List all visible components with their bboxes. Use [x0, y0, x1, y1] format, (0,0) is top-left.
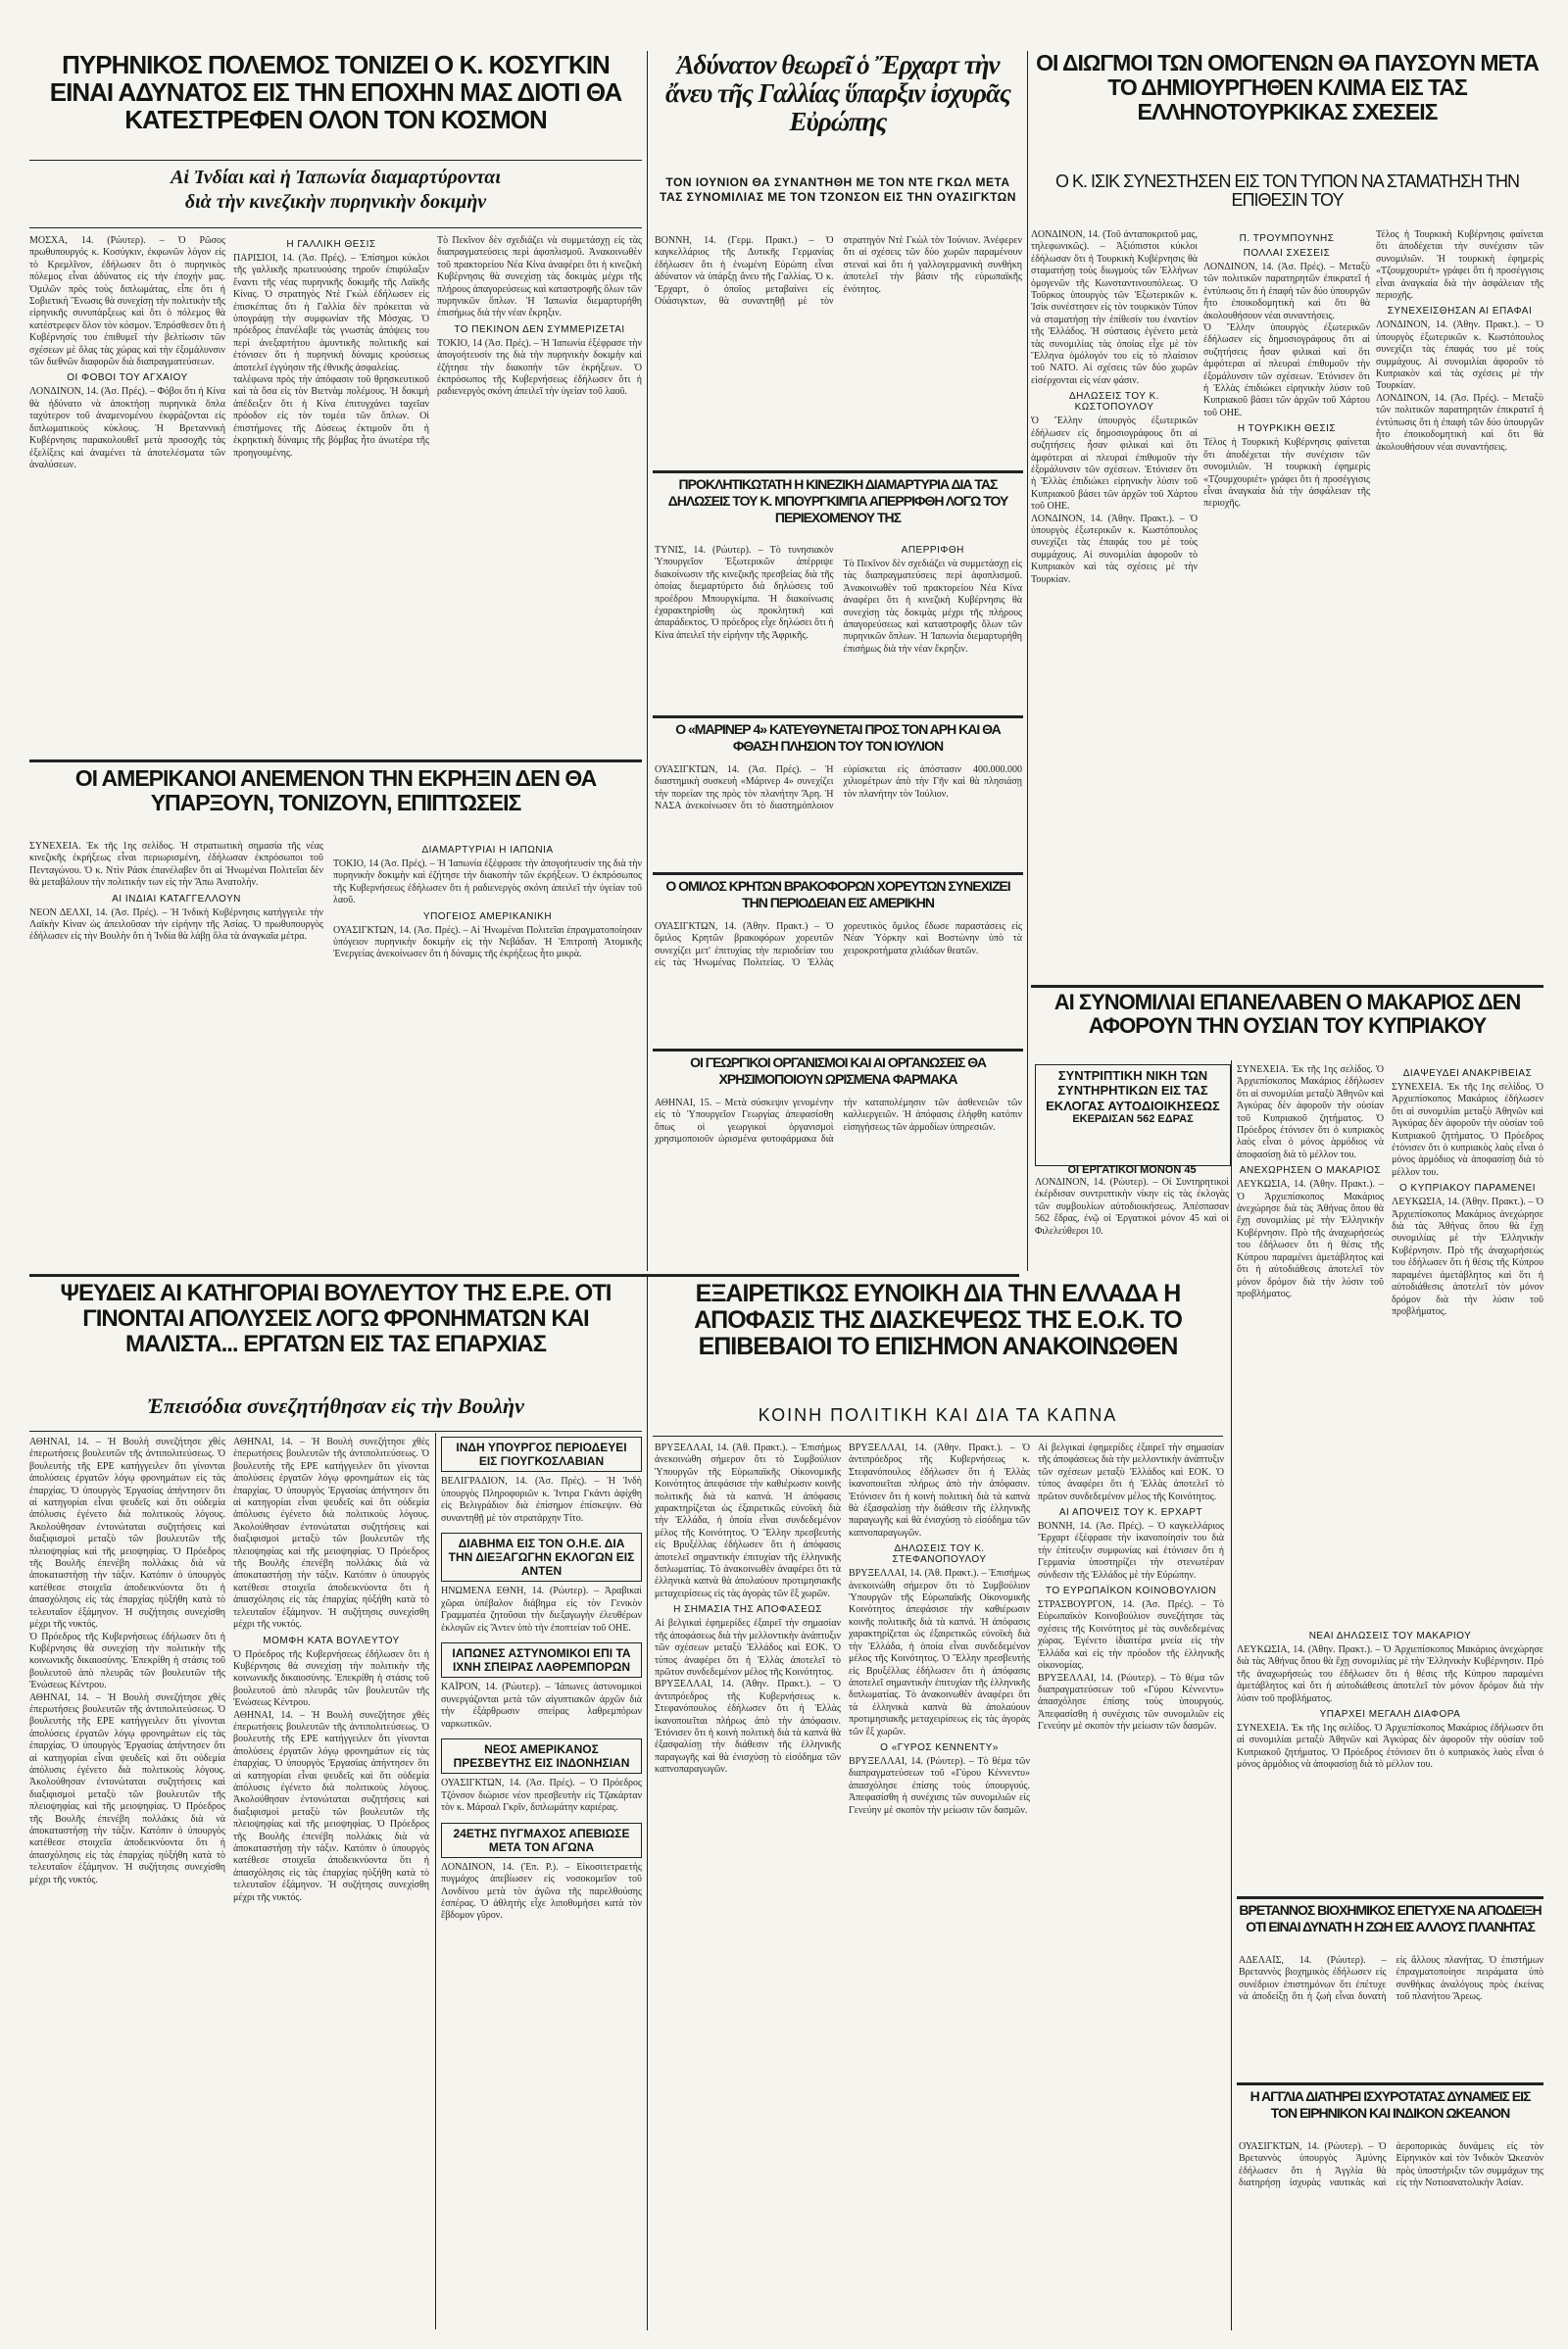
- section-heading: ΔΗΛΩΣΕΙΣ ΤΟΥ Κ. ΣΤΕΦΑΝΟΠΟΥΛΟΥ: [892, 1543, 987, 1566]
- cretan-article: [655, 921, 1022, 1044]
- section-heading: Η ΓΑΛΛΙΚΗ ΘΕΣΙΣ: [286, 239, 376, 250]
- rule: [29, 160, 642, 161]
- biochemist-headline: ΒΡΕΤΑΝΝΟΣ ΒΙΟΧΗΜΙΚΟΣ ΕΠΕΤΥΧΕ ΝΑ ΑΠΟΔΕΙΞΗ ΟΤΙ ΕΙΝΑΙ ΔΥΝΑΤΗ Η ΖΩΗ ΕΙΣ ΑΛΛΟΥΣ ΠΛΑΝΗΤΑΣ: [1239, 1902, 1542, 1935]
- cretan-headline: Ο ΟΜΙΛΟΣ ΚΡΗΤΩΝ ΒΡΑΚΟΦΟΡΩΝ ΧΟΡΕΥΤΩΝ ΣΥΝΕΧΙΖΕΙ ΤΗΝ ΠΕΡΙΟΔΕΙΑΝ ΕΙΣ ΑΜΕΡΙΚΗΝ: [665, 878, 1010, 910]
- article-text: ΛΟΝΔΙΝΟΝ, 14. (Ἐπ. Ρ.). – Εἰκοσιτετραετὴς πυγμάχος ἀπεβίωσεν εἰς νοσοκομεῖον τοῦ Λονδίνου μετὰ τὸν ἀγῶνα τῆς παρελθούσης ἑσπέρας. Ὁ ἀθλητὴς εἶχε λιποθυμήσει κατὰ τὸν ἕβδομον γῦρον.: [441, 1861, 642, 1922]
- agri-headline: ΟΙ ΓΕΩΡΓΙΚΟΙ ΟΡΓΑΝΙΣΜΟΙ ΚΑΙ ΑΙ ΟΡΓΑΝΩΣΕΙΣ ΘΑ ΧΡΗΣΙΜΟΠΟΙΟΥΝ ΩΡΙΣΜΕΝΑ ΦΑΡΜΑΚΑ: [690, 1054, 986, 1087]
- article-text: ΛΟΝΔΙΝΟΝ, 14. (Ἀσ. Πρές). – Μεταξὺ τῶν πολιτικῶν παρατηρητῶν ἐπικρατεῖ ἡ ἐντύπωσις ὅτι ἡ ἐπαφὴ τῶν δύο ὑπουργῶν ἦτο ἐποικοδομητικὴ καὶ ὅτι θὰ ἀκολουθήσουν νέαι συναντήσεις.: [1376, 392, 1544, 453]
- eok-headline-block: [653, 1281, 1223, 1400]
- article-text: Ὁ Πρόεδρος τῆς Κυβερνήσεως ἐδήλωσεν ὅτι ἡ Κυβέρνησις θὰ συνεχίσῃ τὴν πολιτικὴν τῆς κοινωνικῆς δικαιοσύνης. Ἐπεκρίθη ἡ στάσις τοῦ βουλευτοῦ ἀπὸ πλευρᾶς τῶν βουλευτῶν τῆς Ἑνώσεως Κέντρου.: [29, 1631, 225, 1691]
- article-text: ΣΥΝΕΧΕΙΑ. Ἐκ τῆς 1ης σελίδος. Ὁ Ἀρχιεπίσκοπος Μακάριος ἐδήλωσεν ὅτι αἱ συνομιλίαι μεταξὺ Ἀθηνῶν καὶ Ἀγκύρας δὲν ἀφοροῦν τὴν οὐσίαν τοῦ Κυπριακοῦ ζητήματος. Ὁ Πρόεδρος ἐτόνισεν ὅτι ὁ κυπριακὸς λαὸς εἶναι ὁ μόνος ἁρμόδιος νὰ ἀποφασίσῃ διὰ τὸ μέλλον του.: [1392, 1082, 1544, 1178]
- section-heading: ΠΟΛΛΑΙ ΣΧΕΣΕΙΣ: [1243, 248, 1331, 259]
- kosygin-headline: ΠΥΡΗΝΙΚΟΣ ΠΟΛΕΜΟΣ ΤΟΝΙΖΕΙ Ο Κ. ΚΟΣΥΓΚΙΝ ΕΙΝΑΙ ΑΔΥΝΑΤΟΣ ΕΙΣ ΤΗΝ ΕΠΟΧΗΝ ΜΑΣ ΔΙΟΤΙ ΘΑ ΚΑΤΕΣΤΡΕΦΕΝ ΟΛΟΝ ΤΟΝ ΚΟΣΜΟΝ: [49, 51, 622, 135]
- kosygin-article-col-b: [233, 235, 429, 755]
- article-text: ΤΟΚΙΟ, 14 (Ἀσ. Πρές). – Ἡ Ἰαπωνία ἐξέφρασε τὴν ἀπογοήτευσίν της διὰ τὴν πυρηνικὴν δοκιμὴν καὶ ἐζήτησε τὴν διακοπὴν τῶν ἐκρήξεων. Ὁ ἐκπρόσωπος τῆς Κυβερνήσεως ἐδήλωσεν ὅτι ἡ ραδιενεργὸς σκόνη ἀπειλεῖ τὴν ὑγείαν τοῦ λαοῦ.: [437, 337, 642, 398]
- un-aden-box: [441, 1533, 642, 1582]
- makarios-article-a: [1237, 1064, 1384, 1623]
- japanese-police-box: [441, 1642, 642, 1678]
- rule: [29, 1431, 642, 1432]
- cretan-headline-block: [653, 878, 1023, 917]
- ere-headline: ΨΕΥΔΕΙΣ ΑΙ ΚΑΤΗΓΟΡΙΑΙ ΒΟΥΛΕΥΤΟΥ ΤΗΣ Ε.Ρ.Ε. ΟΤΙ ΓΙΝΟΝΤΑΙ ΑΠΟΛΥΣΕΙΣ ΛΟΓΩ ΦΡΟΝΗΜΑΤΩΝ ΚΑΙ ΜΑΛΙΣΤΑ... ΕΡΓΑΤΩΝ ΕΙΣ ΤΑΣ ΕΠΑΡΧΙΑΣ: [60, 1281, 612, 1357]
- article-text: ΛΕΥΚΩΣΙΑ, 14. (Ἀθην. Πρακτ.). – Ὁ Ἀρχιεπίσκοπος Μακάριος ἀνεχώρησε διὰ τὰς Ἀθήνας ὅπου θὰ ἔχῃ συνομιλίας μὲ τὴν Ἑλληνικὴν Κυβέρνησιν. Πρὸ τῆς ἀναχωρήσεώς του ἐδήλωσεν ὅτι ἡ θέσις τῆς Κύπρου παραμένει ἀμετάβλητος καὶ ὅτι ἡ αὐτοδιάθεσις ἀποτελεῖ τὸν μόνον δρόμον διὰ τὴν λύσιν τοῦ προβλήματος.: [1392, 1197, 1544, 1317]
- erhard-article: [655, 235, 1022, 465]
- ere-subhead: Ἐπεισόδια συνεζητήθησαν εἰς τὴν Βουλὴν: [147, 1394, 524, 1418]
- americans-article-b: [333, 841, 642, 1272]
- article-text: Τὸ Πεκῖνον δὲν σχεδιάζει νὰ συμμετάσχῃ εἰς τὰς διαπραγματεύσεις περὶ ἀφοπλισμοῦ. Ἀνακοινωθὲν τοῦ πρακτορείου Νέα Κίνα ἀναφέρει ὅτι ἡ κινεζικὴ Κυβέρνησις θὰ συνεχίσῃ τὰς δοκιμὰς μέχρι τῆς πλήρους ἀπαγορεύσεως καὶ καταστροφῆς ὅλων τῶν πυρηνικῶν ὅπλων. Ἡ Ἰαπωνία διεμαρτυρήθη ἐπισήμως διὰ τὴν νέαν ἔκρηξιν.: [437, 235, 642, 319]
- byline: Π. ΤΡΟΥΜΠΟΥΝΗΣ: [1239, 233, 1335, 244]
- article-text: ΛΕΥΚΩΣΙΑ, 14. (Ἀθην. Πρακτ.). – Ὁ Ἀρχιεπίσκοπος Μακάριος ἀνεχώρησε διὰ τὰς Ἀθήνας ὅπου θὰ ἔχῃ συνομιλίας μὲ τὴν Ἑλληνικὴν Κυβέρνησιν. Πρὸ τῆς ἀναχωρήσεώς του ἐδήλωσεν ὅτι ἡ θέσις τῆς Κύπρου παραμένει ἀμετάβλητος καὶ ὅτι ἡ αὐτοδιάθεσις ἀποτελεῖ τὸν μόνον δρόμον διὰ τὴν λύσιν τοῦ προβλήματος.: [1237, 1644, 1544, 1704]
- rule: [1237, 1896, 1544, 1899]
- rule: [653, 1436, 1223, 1437]
- erhard-headline-block: [653, 51, 1023, 169]
- article-text: Τέλος ἡ Τουρκικὴ Κυβέρνησις φαίνεται ὅτι ἀποδέχεται τὴν συνέχισιν τῶν συνομιλιῶν. Ἡ τουρκικὴ ἐφημερὶς «Τζουμχουριέτ» γράφει ὅτι ἡ προσέγγισις εἶναι ἀναγκαία διὰ τὴν ἀσφάλειαν τῆς περιοχῆς.: [1376, 229, 1544, 302]
- indian-minister-box: [441, 1437, 642, 1472]
- article-text: ΟΥΑΣΙΓΚΤΩΝ, 14. (Ἀθην. Πρακτ.) – Ὁ ὅμιλος Κρητῶν βρακοφόρων χορευτῶν συνεχίζει μετ' ἐπιτυχίας τὴν περιοδείαν του εἰς τὰς Ἡνωμένας Πολιτείας. Ὁ Ἑλλὰς χορευτικὸς ὅμιλος ἔδωσε παραστάσεις εἰς Νέαν Ὑόρκην καὶ Βοστώνην ὑπὸ τὰ χειροκροτήματα χιλιάδων θεατῶν.: [655, 921, 1022, 969]
- column-rule: [435, 1433, 436, 2329]
- kosygin-headline-block: [29, 51, 642, 159]
- rule: [1237, 2082, 1544, 2085]
- erhard-headline: Ἀδύνατον θεωρεῖ ὁ Ἔρχαρτ τὴν ἄνευ τῆς Γαλλίας ὕπαρξιν ἰσχυρᾶς Εὐρώπης: [665, 51, 1010, 137]
- section-heading: ΔΙΑΜΑΡΤΥΡΙΑΙ Η ΙΑΠΩΝΙΑ: [421, 845, 554, 856]
- omogeneis-headline: ΟΙ ΔΙΩΓΜΟΙ ΤΩΝ ΟΜΟΓΕΝΩΝ ΘΑ ΠΑΥΣΟΥΝ ΜΕΤΑ ΤΟ ΔΗΜΙΟΥΡΓΗΘΕΝ ΚΛΙΜΑ ΕΙΣ ΤΑΣ ΕΛΛΗΝΟΤΟΥΡΚΙΚΑΣ ΣΧΕΣΕΙΣ: [1036, 51, 1539, 124]
- article-text: ΣΥΝΕΧΕΙΑ. Ἐκ τῆς 1ης σελίδος. Ὁ Ἀρχιεπίσκοπος Μακάριος ἐδήλωσεν ὅτι αἱ συνομιλίαι μεταξὺ Ἀθηνῶν καὶ Ἀγκύρας δὲν ἀφοροῦν τὴν οὐσίαν τοῦ Κυπριακοῦ ζητήματος. Ὁ Πρόεδρος ἐτόνισεν ὅτι ὁ κυπριακὸς λαὸς εἶναι ὁ μόνος ἁρμόδιος νὰ ἀποφασίσῃ διὰ τὸ μέλλον του.: [1237, 1723, 1544, 1771]
- article-text: ΒΡΥΞΕΛΛΑΙ, 14. (Ἀθ. Πρακτ.). – Ἐπισήμως ἀνεκοινώθη σήμερον ὅτι τὸ Συμβούλιον Ὑπουργῶν τῆς Εὐρωπαϊκῆς Οἰκονομικῆς Κοινότητος ἀπεφάσισε τὴν καθιέρωσιν κοινῆς πολιτικῆς διὰ τὰ καπνά. Ἡ ἀπόφασις χαρακτηρίζεται ὡς ἐξαιρετικῶς εὐνοϊκὴ διὰ τὴν Ἑλλάδα, ἡ ὁποία εἶναι συνδεδεμένον μέλος τῆς Κοινότητος. Ὁ Ἕλλην πρεσβευτὴς εἰς Βρυξέλλας ἐδήλωσεν ὅτι ἡ ἀπόφασις ἀποτελεῖ σημαντικὴν ἐπιτυχίαν τῆς ἑλληνικῆς διπλωματίας. Τὸ ἀνακοινωθὲν ἀναφέρει ὅτι τὰ ἑλληνικὰ καπνὰ θὰ ἀπολαύουν προτιμησιακῆς μεταχειρίσεως εἰς τὰς ἀγορὰς τῶν ἓξ χωρῶν.: [655, 1443, 841, 1599]
- article-text: ΣΥΝΕΧΕΙΑ. Ἐκ τῆς 1ης σελίδος. Ἡ στρατιωτικὴ σημασία τῆς νέας κινεζικῆς ἐκρήξεως εἶναι περιωρισμένη, ἐδήλωσαν ἐκπρόσωποι τοῦ Πενταγώνου. Ὁ κ. Ντὶν Ράσκ ἐπανέλαβεν ὅτι αἱ Ἡνωμέναι Πολιτεῖαι δὲν θὰ μεταβάλουν τὴν πολιτικήν των εἰς τὴν Ἄπω Ἀνατολήν.: [29, 841, 323, 889]
- article-text: Αἱ βελγικαὶ ἐφημερίδες ἐξαιρεῖ τὴν σημασίαν τῆς ἀποφάσεως διὰ τὴν μελλοντικὴν ἀνάπτυξιν τῶν σχέσεων μεταξὺ Ἑλλάδος καὶ ΕΟΚ. Ὁ τύπος ἀναφέρει ὅτι ἡ Ἑλλὰς ἀποτελεῖ τὸ πρῶτον συνδεδεμένον μέλος τῆς Κοινότητος.: [655, 1618, 841, 1678]
- article-text: ΝΕΟΝ ΔΕΛΧΙ, 14. (Ἀσ. Πρές). – Ἡ Ἰνδικὴ Κυβέρνησις κατήγγειλε τὴν Λαϊκὴν Κίναν ὡς ἀπειλοῦσαν τὴν εἰρήνην τῆς Ἀσίας. Ὁ πρωθυπουργὸς ἐδήλωσεν εἰς τὴν Βουλὴν ὅτι ἡ Ἰνδία θὰ λάβῃ ὅλα τὰ ἀναγκαῖα μέτρα.: [29, 906, 323, 943]
- article-text: ΒΡΥΞΕΛΛΑΙ, 14. (Ἀθην. Πρακτ.). – Ὁ ἀντιπρόεδρος τῆς Κυβερνήσεως κ. Στεφανόπουλος ἐδήλωσεν ὅτι ἡ Ἑλλὰς ἱκανοποιεῖται πλήρως ἀπὸ τὴν ἀπόφασιν. Ἐτόνισεν ὅτι ἡ κοινὴ πολιτικὴ διὰ τὰ καπνὰ θὰ ἐξασφαλίσῃ τὴν διάθεσιν τῆς ἑλληνικῆς παραγωγῆς καὶ θὰ ἐνισχύσῃ τὸ εἰσόδημα τῶν καπνοπαραγωγῶν.: [655, 1679, 841, 1776]
- article-text: Ὁ Ἕλλην ὑπουργὸς ἐξωτερικῶν ἐδήλωσεν εἰς δημοσιογράφους ὅτι αἱ συζητήσεις ἦσαν φιλικαὶ καὶ ὅτι ἀμφότεραι αἱ πλευραὶ ἐπιθυμοῦν τὴν ἐξομάλυνσιν τῶν σχέσεων. Ἐτόνισεν ὅτι ἡ Ἑλλὰς ἐπιδιώκει εἰρηνικὴν λύσιν τοῦ Κυπριακοῦ βάσει τῶν ἀρχῶν τοῦ Χάρτου τοῦ ΟΗΕ.: [1031, 416, 1198, 513]
- ere-headline-block: [29, 1281, 642, 1391]
- article-text: ΟΥΑΣΙΓΚΤΩΝ, 14. (Ρώυτερ). – Ὁ Βρεταννὸς ὑπουργὸς Ἀμύνης ἐδήλωσεν ὅτι ἡ Ἀγγλία θὰ διατηρήσῃ ἰσχυρὰς ναυτικὰς καὶ ἀεροπορικὰς δυνάμεις εἰς τὸν Εἰρηνικὸν καὶ τὸν Ἰνδικὸν Ὠκεανὸν πρὸς ὑποστήριξιν τῶν συμμάχων της εἰς τὴν Νοτιοανατολικὴν Ἀσίαν.: [1239, 2141, 1544, 2189]
- americans-headline: ΟΙ ΑΜΕΡΙΚΑΝΟΙ ΑΝΕΜΕΝΟΝ ΤΗΝ ΕΚΡΗΞΙΝ ΔΕΝ ΘΑ ΥΠΑΡΞΟΥΝ, ΤΟΝΙΖΟΥΝ, ΕΠΙΠΤΩΣΕΙΣ: [74, 766, 597, 815]
- section-heading: ΔΗΛΩΣΕΙΣ ΤΟΥ Κ. ΚΩΣΤΟΠΟΥΛΟΥ: [1068, 391, 1160, 414]
- ambassador-headline: ΝΕΟΣ ΑΜΕΡΙΚΑΝΟΣ ΠΡΕΣΒΕΥΤΗΣ ΕΙΣ ΙΝΔΟΝΗΣΙΑΝ: [453, 1741, 630, 1771]
- article-text: Τέλος ἡ Τουρκικὴ Κυβέρνησις φαίνεται ὅτι ἀποδέχεται τὴν συνέχισιν τῶν συνομιλιῶν. Ἡ τουρκικὴ ἐφημερὶς «Τζουμχουριέτ» γράφει ὅτι ἡ προσέγγισις εἶναι ἀναγκαία διὰ τὴν ἀσφάλειαν τῆς περιοχῆς.: [1203, 437, 1370, 510]
- boxer-headline: 24ΕΤΗΣ ΠΥΓΜΑΧΟΣ ΑΠΕΒΙΩΣΕ ΜΕΤΑ ΤΟΝ ΑΓΩΝΑ: [453, 1826, 630, 1854]
- ere-subhead-block: [29, 1392, 642, 1427]
- article-text: ΤΥΝΙΣ, 14. (Ρώυτερ). – Τὸ τυνησιακὸν Ὑπουργεῖον Ἐξωτερικῶν ἀπέρριψε διακοίνωσιν τῆς κινεζικῆς πρεσβείας διὰ τῆς ὁποίας διεμαρτύρετο διὰ δηλώσεις τοῦ προέδρου Μπουργκίμπα. Ἡ διακοίνωσις ἐχαρακτηρίσθη ὡς προκλητικὴ καὶ ἀπαράδεκτος. Ὁ πρόεδρος εἶχε δηλώσει ὅτι ἡ Κίνα ἀπειλεῖ τὴν εἰρήνην τῆς Ἀφρικῆς.: [655, 545, 834, 641]
- britain-forces-article: [1239, 2141, 1544, 2329]
- article-text: ΑΘΗΝΑΙ, 14. – Ἡ Βουλὴ συνεζήτησε χθὲς ἐπερωτήσεις βουλευτῶν τῆς ἀντιπολιτεύσεως. Ὁ βουλευτὴς τῆς ΕΡΕ κατήγγειλεν ὅτι γίνονται ἀπολύσεις ἐργατῶν λόγῳ φρονημάτων εἰς τὰς ἐπαρχίας. Ὁ ὑπουργὸς Ἐργασίας ἀπήντησεν ὅτι αἱ κατηγορίαι εἶναι ψευδεῖς καὶ ὅτι οὐδεμία ἀπόλυσις ἐγένετο διὰ πολιτικοὺς λόγους. Ἀκολούθησαν ἐντονώταται συζητήσεις καὶ διαξιφισμοὶ μεταξὺ τῶν βουλευτῶν τῆς πλειοψηφίας καὶ τῆς μειοψηφίας. Ὁ Πρόεδρος τῆς Βουλῆς ἐπενέβη πολλάκις διὰ νὰ ἀποκαταστήσῃ τὴν τάξιν. Κατόπιν ὁ ὑπουργὸς κατέθεσε στοιχεῖα ἀποδεικνύοντα ὅτι ἡ ἀπασχόλησις εἰς τὰς ἐπαρχίας ηὐξήθη κατὰ τὸ τελευταῖον ἑξάμηνον. Ἡ συζήτησις συνεχίσθη μέχρι τῆς νυκτός.: [29, 1691, 225, 1885]
- rule: [29, 759, 642, 762]
- mariner-headline-block: [653, 721, 1023, 760]
- makarios-headline-block: [1031, 991, 1544, 1055]
- section-heading: ΟΙ ΦΟΒΟΙ ΤΟΥ ΑΓΧΑΙΟΥ: [67, 372, 188, 384]
- article-text: ΛΟΝΔΙΝΟΝ, 14. (Τοῦ ἀνταποκριτοῦ μας, τηλεφωνικῶς). – Ἀξιόπιστοι κύκλοι ἐδήλωσαν ὅτι ἡ Τουρκικὴ Κυβέρνησις θὰ σταματήσῃ τοὺς διωγμοὺς τῶν Ἑλλήνων ὁμογενῶν τῆς Κωνσταντινουπόλεως. Ὁ Τοῦρκος ὑπουργὸς τῶν Ἐξωτερικῶν κ. Ἰσὶκ συνέστησεν εἰς τὸν τουρκικὸν Τύπον νὰ σταματήσῃ τὴν ἐπίθεσίν του ἐναντίον τῆς Ἑλλάδος. Ἡ σύστασις ἐγένετο μετὰ τὰς συνομιλίας τὰς ὁποίας εἶχε μὲ τὸν Ἕλληνα ὁμόλογόν του εἰς τὸ πλαίσιον τοῦ ΝΑΤΟ. Αἱ σχέσεις τῶν δύο χωρῶν εἰσέρχονται εἰς νέαν φάσιν.: [1031, 229, 1198, 386]
- article-text: ΒΟΝΝΗ, 14. (Γερμ. Πρακτ.) – Ὁ καγκελλάριος τῆς Δυτικῆς Γερμανίας ἐδήλωσεν ὅτι ἡ ἐνωμένη Εὐρώπη εἶναι ἀδύνατον νὰ ὑπάρξῃ ἄνευ τῆς Γαλλίας. Ὁ κ. Ἔρχαρτ, ὁ ὁποῖος μεταβαίνει εἰς Οὐάσιγκτων, θὰ συναντηθῇ μὲ τὸν στρατηγὸν Ντὲ Γκὼλ τὸν Ἰούνιον. Ἀνέφερεν ὅτι αἱ σχέσεις τῶν δύο χωρῶν παραμένουν στεναὶ καὶ ὅτι ἡ γαλλογερμανικὴ συνθήκη ἀποτελεῖ τὴν βάσιν τῆς εὐρωπαϊκῆς ἑνότητος.: [655, 235, 1022, 308]
- article-text: ΛΟΝΔΙΝΟΝ, 14. (Ἀθην. Πρακτ.). – Ὁ ὑπουργὸς ἐξωτερικῶν κ. Κωστόπουλος συνεχίζει τὰς ἐπαφάς του μὲ τοὺς συμμάχους. Αἱ συνομιλίαι ἀφοροῦν τὸ Κυπριακὸν καὶ τὰς σχέσεις μὲ τὴν Τουρκίαν.: [1031, 513, 1198, 585]
- section-heading: Ο «ΓΥΡΟΣ ΚΕΝΝΕΝΤΥ»: [880, 1741, 999, 1753]
- boxer-box: [441, 1823, 642, 1858]
- un-aden-headline: ΔΙΑΒΗΜΑ ΕΙΣ ΤΟΝ Ο.Η.Ε. ΔΙΑ ΤΗΝ ΔΙΕΞΑΓΩΓΗΝ ΕΚΛΟΓΩΝ ΕΙΣ ΑΝΤΕΝ: [448, 1536, 635, 1579]
- section-heading: Η ΣΗΜΑΣΙΑ ΤΗΣ ΑΠΟΦΑΣΕΩΣ: [673, 1604, 822, 1616]
- mariner-article: [655, 764, 1022, 867]
- isik-article-b: [1203, 229, 1370, 979]
- article-text: ΛΟΝΔΙΝΟΝ, 14. (Ἀσ. Πρές). – Φόβοι ὅτι ἡ Κίνα θὰ ἠδύνατο νὰ ἀποκτήσῃ πυρηνικὰ ὅπλα ταχύτερον τοῦ ἀναμενομένου ἐκφράζονται εἰς διπλωματικοὺς κύκλους. Ἡ Βρεταννικὴ Κυβέρνησις παρακολουθεῖ μετὰ προσοχῆς τὰς ἐξελίξεις καὶ ἀναμένει τὰ ἀποτελέσματα τῶν ἀναλύσεων.: [29, 386, 225, 470]
- makarios-article-b: [1392, 1064, 1544, 1623]
- isik-article-a: [1031, 229, 1198, 979]
- article-text: ΑΘΗΝΑΙ, 15. – Μετὰ σύσκεψιν γενομένην εἰς τὸ Ὑπουργεῖον Γεωργίας ἀπεφασίσθη ὅπως οἱ γεωργικοὶ ὀργανισμοὶ χρησιμοποιοῦν ὡρισμένα φυτοφάρμακα διὰ τὴν καταπολέμησιν τῶν ἀσθενειῶν τῶν καλλιεργειῶν. Ἡ ἀπόφασις ἐλήφθη κατόπιν εἰσηγήσεως τῶν ἁρμοδίων ὑπηρεσιῶν.: [655, 1098, 1022, 1146]
- article-text: ΣΤΡΑΣΒΟΥΡΓΟΝ, 14. (Ἀσ. Πρές). – Τὸ Εὐρωπαϊκὸν Κοινοβούλιον συνεζήτησε τὰς σχέσεις τῆς Κοινότητος μὲ τὰς συνδεδεμένας χώρας. Ἐγένετο ἰδιαιτέρα μνεία εἰς τὴν Ἑλλάδα καὶ εἰς τὴν πρόοδον τῆς ἑλληνικῆς οἰκονομίας.: [1038, 1599, 1224, 1672]
- article-text: Τὸ Πεκῖνον δὲν σχεδιάζει νὰ συμμετάσχῃ εἰς τὰς διαπραγματεύσεις περὶ ἀφοπλισμοῦ. Ἀνακοινωθὲν τοῦ πρακτορείου Νέα Κίνα ἀναφέρει ὅτι ἡ κινεζικὴ Κυβέρνησις θὰ συνεχίσῃ τὰς δοκιμὰς μέχρι τῆς πλήρους ἀπαγορεύσεως καὶ καταστροφῆς ὅλων τῶν πυρηνικῶν ὅπλων. Ἡ Ἰαπωνία διεμαρτυρήθη ἐπισήμως διὰ τὴν νέαν ἔκρηξιν.: [843, 559, 1022, 655]
- rule: [29, 227, 642, 228]
- indian-minister-headline: ΙΝΔΗ ΥΠΟΥΡΓΟΣ ΠΕΡΙΟΔΕΥΕΙ ΕΙΣ ΓΙΟΥΓΚΟΣΛΑΒΙΑΝ: [456, 1441, 627, 1469]
- article-text: ΣΥΝΕΧΕΙΑ. Ἐκ τῆς 1ης σελίδος. Ὁ Ἀρχιεπίσκοπος Μακάριος ἐδήλωσεν ὅτι αἱ συνομιλίαι μεταξὺ Ἀθηνῶν καὶ Ἀγκύρας δὲν ἀφοροῦν τὴν οὐσίαν τοῦ Κυπριακοῦ ζητήματος. Ὁ Πρόεδρος ἐτόνισεν ὅτι ὁ κυπριακὸς λαὸς εἶναι ὁ μόνος ἁρμόδιος νὰ ἀποφασίσῃ διὰ τὸ μέλλον του.: [1237, 1064, 1384, 1160]
- article-text: ΒΟΝΝΗ, 14. (Ἀσ. Πρές). – Ὁ καγκελλάριος Ἔρχαρτ ἐξέφρασε τὴν ἱκανοποίησίν του διὰ τὴν ἐπίτευξιν συμφωνίας καὶ ἐτόνισεν ὅτι ἡ Γερμανία ὑποστηρίζει τὴν στενωτέραν σύνδεσιν τῆς Ἑλλάδος μὲ τὴν Εὐρώπην.: [1038, 1521, 1224, 1581]
- section-heading: Ο ΚΥΠΡΙΑΚΟΥ ΠΑΡΑΜΕΝΕΙ: [1399, 1183, 1536, 1195]
- article-text: ΟΥΑΣΙΓΚΤΩΝ, 14. (Ἀσ. Πρές). – Αἱ Ἡνωμέναι Πολιτεῖαι ἐπραγματοποίησαν ὑπόγειον πυρηνικὴν δοκιμὴν εἰς τὴν Νεβάδαν. Ἡ Ἐπιτροπὴ Ἀτομικῆς Ἐνεργείας ἀνεκοίνωσεν ὅτι ἡ δύναμις τῆς ἐκρήξεως ἦτο μικρὰ.: [333, 924, 642, 960]
- article-text: ΜΟΣΧΑ, 14. (Ρώυτερ). – Ὁ Ρῶσος πρωθυπουργός κ. Κοσύγκιν, ἐκφωνῶν λόγον εἰς τὸ Κρεμλῖνον, ἐδήλωσεν ὅτι ὁ πυρηνικὸς πόλεμος εἶναι ἀδύνατος εἰς τὴν ἐποχήν μας. Ὁμιλῶν πρὸς τοὺς διπλωμάτας, εἶπε ὅτι ἡ Σοβιετικὴ Ἕνωσις θὰ συνεχίσῃ τὴν πολιτικὴν τῆς εἰρηνικῆς συνυπάρξεως καὶ ὅτι ὁ πόλεμος θὰ κατέστρεφεν ὅλον τὸν κόσμον. Ἐπρόσθεσεν ὅτι ἡ Κυβέρνησίς του ἐπιθυμεῖ τὴν βελτίωσιν τῶν σχέσεων μὲ ὅλας τὰς χώρας καὶ τὴν ἐξομάλυνσιν τῶν διεθνῶν διαφορῶν διὰ διαπραγματεύσεων.: [29, 235, 225, 368]
- eok-subhead: ΚΟΙΝΗ ΠΟΛΙΤΙΚΗ ΚΑΙ ΔΙΑ ΤΑ ΚΑΠΝΑ: [758, 1405, 1118, 1425]
- section-heading: ΑΙ ΑΠΟΨΕΙΣ ΤΟΥ Κ. ΕΡΧΑΡΤ: [1058, 1507, 1203, 1519]
- kosygin-subhead-2: διὰ τὴν κινεζικὴν πυρηνικὴν δοκιμὴν: [184, 191, 487, 213]
- article-text: ΑΘΗΝΑΙ, 14. – Ἡ Βουλὴ συνεζήτησε χθὲς ἐπερωτήσεις βουλευτῶν τῆς ἀντιπολιτεύσεως. Ὁ βουλευτὴς τῆς ΕΡΕ κατήγγειλεν ὅτι γίνονται ἀπολύσεις ἐργατῶν λόγῳ φρονημάτων εἰς τὰς ἐπαρχίας. Ὁ ὑπουργὸς Ἐργασίας ἀπήντησεν ὅτι αἱ κατηγορίαι εἶναι ψευδεῖς καὶ ὅτι οὐδεμία ἀπόλυσις ἐγένετο διὰ πολιτικοὺς λόγους. Ἀκολούθησαν ἐντονώταται συζητήσεις καὶ διαξιφισμοὶ μεταξὺ τῶν βουλευτῶν τῆς πλειοψηφίας καὶ τῆς μειοψηφίας. Ὁ Πρόεδρος τῆς Βουλῆς ἐπενέβη πολλάκις διὰ νὰ ἀποκαταστήσῃ τὴν τάξιν. Κατόπιν ὁ ὑπουργὸς κατέθεσε στοιχεῖα ἀποδεικνύοντα ὅτι ἡ ἀπασχόλησις εἰς τὰς ἐπαρχίας ηὐξήθη κατὰ τὸ τελευταῖον ἑξάμηνον. Ἡ συζήτησις συνεχίσθη μέχρι τῆς νυκτός.: [233, 1709, 429, 1903]
- short-stories-column: [441, 1437, 642, 2328]
- section-heading: ΑΝΕΧΩΡΗΣΕΝ Ο ΜΑΚΑΡΙΟΣ: [1239, 1165, 1382, 1177]
- mariner-headline: Ο «ΜΑΡΙΝΕΡ 4» ΚΑΤΕΥΘΥΝΕΤΑΙ ΠΡΟΣ ΤΟΝ ΑΡΗ ΚΑΙ ΘΑ ΦΘΑΣΗ ΠΛΗΣΙΟΝ ΤΟΥ ΤΟΝ ΙΟΥΛΙΟΝ: [675, 721, 1001, 754]
- kosygin-subhead-1: Αἱ Ἰνδίαι καὶ ἡ Ἰαπωνία διαμαρτύρονται: [171, 167, 501, 188]
- article-text: ΛΟΝΔΙΝΟΝ, 14. (Ἀθην. Πρακτ.). – Ὁ ὑπουργὸς ἐξωτερικῶν κ. Κωστόπουλος συνεχίζει τὰς ἐπαφάς του μὲ τοὺς συμμάχους. Αἱ συνομιλίαι ἀφοροῦν τὸ Κυπριακὸν καὶ τὰς σχέσεις μὲ τὴν Τουρκίαν.: [1376, 319, 1544, 392]
- eok-subhead-block: [653, 1403, 1223, 1433]
- article-text: ΤΟΚΙΟ, 14 (Ἀσ. Πρές). – Ἡ Ἰαπωνία ἐξέφρασε τὴν ἀπογοήτευσίν της διὰ τὴν πυρηνικὴν δοκιμὴν καὶ ἐζήτησε τὴν διακοπὴν τῶν ἐκρήξεων. Ὁ ἐκπρόσωπος τῆς Κυβερνήσεως ἐδήλωσεν ὅτι ἡ ραδιενεργὸς σκόνη ἀπειλεῖ τὴν ὑγείαν τοῦ λαοῦ.: [333, 858, 642, 906]
- section-heading: ΑΠΕΡΡΙΦΘΗ: [901, 545, 964, 556]
- article-text: ΑΘΗΝΑΙ, 14. – Ἡ Βουλὴ συνεζήτησε χθὲς ἐπερωτήσεις βουλευτῶν τῆς ἀντιπολιτεύσεως. Ὁ βουλευτὴς τῆς ΕΡΕ κατήγγειλεν ὅτι γίνονται ἀπολύσεις ἐργατῶν λόγῳ φρονημάτων εἰς τὰς ἐπαρχίας. Ὁ ὑπουργὸς Ἐργασίας ἀπήντησεν ὅτι αἱ κατηγορίαι εἶναι ψευδεῖς καὶ ὅτι οὐδεμία ἀπόλυσις ἐγένετο διὰ πολιτικοὺς λόγους. Ἀκολούθησαν ἐντονώταται συζητήσεις καὶ διαξιφισμοὶ μεταξὺ τῶν βουλευτῶν τῆς πλειοψηφίας καὶ τῆς μειοψηφίας. Ὁ Πρόεδρος τῆς Βουλῆς ἐπενέβη πολλάκις διὰ νὰ ἀποκαταστήσῃ τὴν τάξιν. Κατόπιν ὁ ὑπουργὸς κατέθεσε στοιχεῖα ἀποδεικνύοντα ὅτι ἡ ἀπασχόλησις εἰς τὰς ἐπαρχίας ηὐξήθη κατὰ τὸ τελευταῖον ἑξάμηνον. Ἡ συζήτησις συνεχίσθη μέχρι τῆς νυκτός.: [29, 1437, 225, 1631]
- makarios-headline: ΑΙ ΣΥΝΟΜΙΛΙΑΙ ΕΠΑΝΕΛΑΒΕΝ Ο ΜΑΚΑΡΙΟΣ ΔΕΝ ΑΦΟΡΟΥΝ ΤΗΝ ΟΥΣΙΑΝ ΤΟΥ ΚΥΠΡΙΑΚΟΥ: [1054, 991, 1521, 1038]
- britain-forces-headline: Η ΑΓΓΛΙΑ ΔΙΑΤΗΡΕΙ ΙΣΧΥΡΟΤΑΤΑΣ ΔΥΝΑΜΕΙΣ ΕΙΣ ΤΟΝ ΕΙΡΗΝΙΚΟΝ ΚΑΙ ΙΝΔΙΚΟΝ ΩΚΕΑΝΟΝ: [1250, 2088, 1531, 2122]
- conservatives-article: [1035, 1164, 1229, 1272]
- article-text: ΠΑΡΙΣΙΟΙ, 14. (Ἀσ. Πρές). – Ἐπίσημοι κύκλοι τῆς γαλλικῆς πρωτευούσης τηροῦν ἐπιφύλαξιν ἔναντι τῆς νέας πυρηνικῆς δοκιμῆς τῆς Λαϊκῆς Κίνας. Ὁ στρατηγὸς Ντὲ Γκὼλ ἐδήλωσεν εἰς ἐπισκέπτας ὅτι ἡ Γαλλία δὲν πρόκειται νὰ ὑπογράψῃ τὴν συμφωνίαν τῆς Μόσχας. Ὁ πρόεδρος ἐπανέλαβε τὰς γνωστὰς ἀπόψεις του περὶ ἀνεξαρτήτου ἀμυντικῆς πολιτικῆς καὶ ἐτόνισεν ὅτι ἡ πυρηνικὴ δύναμις κρούσεως ἀποτελεῖ ἐγγύησιν τῆς ἐθνικῆς ἀσφαλείας.: [233, 253, 429, 373]
- section-heading: ΤΟ ΕΥΡΩΠΑΪΚΟΝ ΚΟΙΝΟΒΟΥΛΙΟΝ: [1045, 1586, 1217, 1597]
- column-rule: [647, 1277, 648, 2330]
- biochemist-headline-block: [1237, 1902, 1544, 1951]
- conservatives-headline: ΣΥΝΤΡΙΠΤΙΚΗ ΝΙΚΗ ΤΩΝ ΣΥΝΤΗΡΗΤΙΚΩΝ ΕΙΣ ΤΑΣ ΕΚΛΟΓΑΣ ΑΥΤΟΔΙΟΙΚΗΣΕΩΣ: [1046, 1068, 1220, 1113]
- ambassador-box: [441, 1738, 642, 1774]
- eok-article-c: [1038, 1443, 1224, 2329]
- erhard-subhead-block: [657, 171, 1019, 230]
- section-heading: ΔΙΑΨΕΥΔΕΙ ΑΝΑΚΡΙΒΕΙΑΣ: [1402, 1068, 1533, 1079]
- isik-subhead-block: [1031, 172, 1544, 223]
- article-text: ΑΘΗΝΑΙ, 14. – Ἡ Βουλὴ συνεζήτησε χθὲς ἐπερωτήσεις βουλευτῶν τῆς ἀντιπολιτεύσεως. Ὁ βουλευτὴς τῆς ΕΡΕ κατήγγειλεν ὅτι γίνονται ἀπολύσεις ἐργατῶν λόγῳ φρονημάτων εἰς τὰς ἐπαρχίας. Ὁ ὑπουργὸς Ἐργασίας ἀπήντησεν ὅτι αἱ κατηγορίαι εἶναι ψευδεῖς καὶ ὅτι οὐδεμία ἀπόλυσις ἐγένετο διὰ πολιτικοὺς λόγους. Ἀκολούθησαν ἐντονώταται συζητήσεις καὶ διαξιφισμοὶ μεταξὺ τῶν βουλευτῶν τῆς πλειοψηφίας καὶ τῆς μειοψηφίας. Ὁ Πρόεδρος τῆς Βουλῆς ἐπενέβη πολλάκις διὰ νὰ ἀποκαταστήσῃ τὴν τάξιν. Κατόπιν ὁ ὑπουργὸς κατέθεσε στοιχεῖα ἀποδεικνύοντα ὅτι ἡ ἀπασχόλησις εἰς τὰς ἐπαρχίας ηὐξήθη κατὰ τὸ τελευταῖον ἑξάμηνον. Ἡ συζήτησις συνεχίσθη μέχρι τῆς νυκτός.: [233, 1437, 429, 1631]
- article-text: ΛΟΝΔΙΝΟΝ, 14. (Ἀσ. Πρές). – Μεταξὺ τῶν πολιτικῶν παρατηρητῶν ἐπικρατεῖ ἡ ἐντύπωσις ὅτι ἡ ἐπαφὴ τῶν δύο ὑπουργῶν ἦτο ἐποικοδομητικὴ καὶ ὅτι θὰ ἀκολουθήσουν νέαι συναντήσεις.: [1203, 262, 1370, 321]
- britain-forces-headline-block: [1237, 2088, 1544, 2137]
- article-text: ΗΝΩΜΕΝΑ ΕΘΝΗ, 14. (Ρώυτερ). – Ἀραβικαὶ χῶραι ὑπέβαλον διάβημα εἰς τὸν Γενικὸν Γραμματέα ζητοῦσαι τὴν διεξαγωγὴν ἐλευθέρων ἐκλογῶν εἰς Ἄντεν ὑπὸ τὴν ἐποπτείαν τοῦ ΟΗΕ.: [441, 1586, 642, 1634]
- conservatives-box: [1035, 1064, 1231, 1166]
- japanese-police-headline: ΙΑΠΩΝΕΣ ΑΣΤΥΝΟΜΙΚΟΙ ΕΠΙ ΤΑ ΙΧΝΗ ΣΠΕΙΡΑΣ ΛΑΘΡΕΜΠΟΡΩΝ: [452, 1646, 631, 1675]
- ere-article-b: [233, 1437, 429, 2328]
- eok-headline: ΕΞΑΙΡΕΤΙΚΩΣ ΕΥΝΟΙΚΗ ΔΙΑ ΤΗΝ ΕΛΛΑΔΑ Η ΑΠΟΦΑΣΙΣ ΤΗΣ ΔΙΑΣΚΕΨΕΩΣ ΤΗΣ Ε.Ο.Κ. ΤΟ ΕΠΙΒΕΒΑΙΟΙ ΤΟ ΕΠΙΣΗΜΟΝ ΑΝΑΚΟΙΝΩΘΕΝ: [694, 1281, 1182, 1360]
- article-text: Ὁ Ἕλλην ὑπουργὸς ἐξωτερικῶν ἐδήλωσεν εἰς δημοσιογράφους ὅτι αἱ συζητήσεις ἦσαν φιλικαὶ καὶ ὅτι ἀμφότεραι αἱ πλευραὶ ἐπιθυμοῦν τὴν ἐξομάλυνσιν τῶν σχέσεων. Ἐτόνισεν ὅτι ἡ Ἑλλὰς ἐπιδιώκει εἰρηνικὴν λύσιν τοῦ Κυπριακοῦ βάσει τῶν ἀρχῶν τοῦ Χάρτου τοῦ ΟΗΕ.: [1203, 322, 1370, 418]
- article-text: ΛΕΥΚΩΣΙΑ, 14. (Ἀθην. Πρακτ.). – Ὁ Ἀρχιεπίσκοπος Μακάριος ἀνεχώρησε διὰ τὰς Ἀθήνας ὅπου θὰ ἔχῃ συνομιλίας μὲ τὴν Ἑλληνικὴν Κυβέρνησιν. Πρὸ τῆς ἀναχωρήσεώς του ἐδήλωσεν ὅτι ἡ θέσις τῆς Κύπρου παραμένει ἀμετάβλητος καὶ ὅτι ἡ αὐτοδιάθεσις ἀποτελεῖ τὸν μόνον δρόμον διὰ τὴν λύσιν τοῦ προβλήματος.: [1237, 1179, 1384, 1299]
- americans-article-a: [29, 841, 323, 1272]
- ere-article-a: [29, 1437, 225, 2328]
- article-text: ΒΡΥΞΕΛΛΑΙ, 14. (Ἀθην. Πρακτ.). – Ὁ ἀντιπρόεδρος τῆς Κυβερνήσεως κ. Στεφανόπουλος ἐδήλωσεν ὅτι ἡ Ἑλλὰς ἱκανοποιεῖται πλήρως ἀπὸ τὴν ἀπόφασιν. Ἐτόνισεν ὅτι ἡ κοινὴ πολιτικὴ διὰ τὰ καπνὰ θὰ ἐξασφαλίσῃ τὴν διάθεσιν τῆς ἑλληνικῆς παραγωγῆς καὶ θὰ ἐνισχύσῃ τὸ εἰσόδημα τῶν καπνοπαραγωγῶν.: [849, 1443, 1030, 1539]
- bourguiba-headline: ΠΡΟΚΛΗΤΙΚΩΤΑΤΗ Η ΚΙΝΕΖΙΚΗ ΔΙΑΜΑΡΤΥΡΙΑ ΔΙΑ ΤΑΣ ΔΗΛΩΣΕΙΣ ΤΟΥ Κ. ΜΠΟΥΡΓΚΙΜΠΑ ΑΠΕΡΡΙΦΘΗ ΛΟΓΩ ΤΟΥ ΠΕΡΙΕΧΟΜΕΝΟΥ ΤΗΣ: [667, 476, 1008, 525]
- column-rule: [1231, 1060, 1232, 2330]
- rule: [1031, 985, 1544, 988]
- biochemist-article: [1239, 1955, 1544, 2078]
- eok-article-b: [849, 1443, 1030, 2329]
- article-text: ΛΟΝΔΙΝΟΝ, 14. (Ρώυτερ). – Οἱ Συντηρητικοὶ ἐκέρδισαν συντριπτικὴν νίκην εἰς τὰς ἐκλογὰς τῶν συμβουλίων αὐτοδιοικήσεως. Ἀπέσπασαν 562 ἕδρας, ἐνῷ οἱ Ἐργατικοὶ μόνον 45 καὶ οἱ Φιλελεύθεροι 10.: [1035, 1176, 1229, 1237]
- article-text: ΒΡΥΞΕΛΛΑΙ, 14. (Ρώυτερ). – Τὸ θέμα τῶν διαπραγματεύσεων τοῦ «Γύρου Κέννεντυ» ἀπασχόλησε ἐπίσης τοὺς ὑπουργούς. Ἀπεφασίσθη ἡ συνέχισις τῶν συνομιλιῶν εἰς Γενεύην μὲ σκοπὸν τὴν μείωσιν τῶν δασμῶν.: [1038, 1672, 1224, 1733]
- article-text: Αἱ βελγικαὶ ἐφημερίδες ἐξαιρεῖ τὴν σημασίαν τῆς ἀποφάσεως διὰ τὴν μελλοντικὴν ἀνάπτυξιν τῶν σχέσεων μεταξὺ Ἑλλάδος καὶ ΕΟΚ. Ὁ τύπος ἀναφέρει ὅτι ἡ Ἑλλὰς ἀποτελεῖ τὸ πρῶτον συνδεδεμένον μέλος τῆς Κοινότητος.: [1038, 1443, 1224, 1502]
- section-heading: ΑΙ ΙΝΔΙΑΙ ΚΑΤΑΓΓΕΛΛΟΥΝ: [112, 893, 241, 905]
- erhard-subhead: ΤΟΝ ΙΟΥΝΙΟΝ ΘΑ ΣΥΝΑΝΤΗΘΗ ΜΕ ΤΟΝ ΝΤΕ ΓΚΩΛ ΜΕΤΑ ΤΑΣ ΣΥΝΟΜΙΛΙΑΣ ΜΕ ΤΟΝ ΤΖΟΝΣΟΝ ΕΙΣ ΤΗΝ ΟΥΑΣΙΓΚΤΩΝ: [660, 175, 1016, 204]
- article-text: ΒΕΛΙΓΡΑΔΙΟΝ, 14. (Ἀσ. Πρές). – Ἡ Ἰνδὴ ὑπουργὸς Πληροφοριῶν κ. Ἰντιρα Γκάντι ἀφίχθη εἰς Βελιγράδιον διὰ ἐπίσημον ἐπίσκεψιν. Θὰ συναντηθῇ μὲ τὸν στρατάρχην Τίτο.: [441, 1476, 642, 1524]
- column-rule: [1027, 51, 1028, 1271]
- kosygin-subheads: [59, 165, 612, 223]
- column-rule: [647, 51, 648, 1271]
- bourguiba-article: [655, 545, 1022, 711]
- rule: [653, 470, 1023, 473]
- eok-article-a: [655, 1443, 841, 2329]
- article-text: ΑΔΕΛΑΪΣ, 14. (Ρώυτερ). – Βρεταννὸς βιοχημικὸς ἐδήλωσεν εἰς συνέδριον ἐπιστημόνων ὅτι ἐπέτυχε νὰ ἀποδείξῃ ὅτι ἡ ζωὴ εἶναι δυνατὴ εἰς ἄλλους πλανήτας. Ὁ ἐπιστήμων ἐπραγματοποίησε πειράματα ὑπὸ συνθήκας ἀναλόγους πρὸς ἐκείνας τοῦ πλανήτου Ἄρεως.: [1239, 1955, 1544, 2003]
- article-text: Ὁ Πρόεδρος τῆς Κυβερνήσεως ἐδήλωσεν ὅτι ἡ Κυβέρνησις θὰ συνεχίσῃ τὴν πολιτικὴν τῆς κοινωνικῆς δικαιοσύνης. Ἐπεκρίθη ἡ στάσις τοῦ βουλευτοῦ ἀπὸ πλευρᾶς τῶν βουλευτῶν τῆς Ἑνώσεως Κέντρου.: [233, 1648, 429, 1709]
- kosygin-article-col-c: [437, 235, 642, 755]
- section-heading: ΥΠΑΡΧΕΙ ΜΕΓΑΛΗ ΔΙΑΦΟΡΑ: [1319, 1709, 1461, 1721]
- section-heading: ΝΕΑΙ ΔΗΛΩΣΕΙΣ ΤΟΥ ΜΑΚΑΡΙΟΥ: [1308, 1631, 1472, 1641]
- makarios-article-cont: [1237, 1627, 1544, 1891]
- article-text: ταλέφωνα πρὸς τὴν ἀπόφασιν τοῦ θρησκευτικοῦ καὶ τὰ ὅσα εἰς τὸν Βιετνὰμ πολέμους. Ἡ δοκιμὴ ἀπέδειξεν ὅτι ἡ Κίνα ἐπιτυγχάνει ταχεῖαν πρόοδον εἰς τὸν τομέα τῶν ὅπλων. Οἱ ἐπιστήμονες τῆς Δύσεως ἐκτιμοῦν ὅτι ἡ ἐκρηκτικὴ δύναμις τῆς βόμβας ἦτο ἀνωτέρα τῆς προηγουμένης.: [233, 374, 429, 459]
- conservatives-seats: ΕΚΕΡΔΙΣΑΝ 562 ΕΔΡΑΣ: [1072, 1112, 1194, 1125]
- article-text: ΒΡΥΞΕΛΛΑΙ, 14. (Ἀθ. Πρακτ.). – Ἐπισήμως ἀνεκοινώθη σήμερον ὅτι τὸ Συμβούλιον Ὑπουργῶν τῆς Εὐρωπαϊκῆς Οἰκονομικῆς Κοινότητος ἀπεφάσισε τὴν καθιέρωσιν κοινῆς πολιτικῆς διὰ τὰ καπνά. Ἡ ἀπόφασις χαρακτηρίζεται ὡς ἐξαιρετικῶς εὐνοϊκὴ διὰ τὴν Ἑλλάδα, ἡ ὁποία εἶναι συνδεδεμένον μέλος τῆς Κοινότητος. Ὁ Ἕλλην πρεσβευτὴς εἰς Βρυξέλλας ἐδήλωσεν ὅτι ἡ ἀπόφασις ἀποτελεῖ σημαντικὴν ἐπιτυχίαν τῆς ἑλληνικῆς διπλωματίας. Τὸ ἀνακοινωθὲν ἀναφέρει ὅτι τὰ ἑλληνικὰ καπνὰ θὰ ἀπολαύουν προτιμησιακῆς μεταχειρίσεως εἰς τὰς ἀγορὰς τῶν ἓξ χωρῶν.: [849, 1568, 1030, 1737]
- agri-article: [655, 1098, 1022, 1272]
- bourguiba-headline-block: [653, 476, 1023, 541]
- agri-headline-block: [653, 1054, 1023, 1094]
- article-text: ΒΡΥΞΕΛΛΑΙ, 14. (Ρώυτερ). – Τὸ θέμα τῶν διαπραγματεύσεων τοῦ «Γύρου Κέννεντυ» ἀπασχόλησε ἐπίσης τοὺς ὑπουργούς. Ἀπεφασίσθη ἡ συνέχισις τῶν συνομιλιῶν εἰς Γενεύην μὲ σκοπὸν τὴν μείωσιν τῶν δασμῶν.: [849, 1755, 1030, 1816]
- section-heading: ΣΥΝΕΧΕΙΣΘΗΣΑΝ ΑΙ ΕΠΑΦΑΙ: [1387, 306, 1533, 318]
- americans-headline-block: [29, 766, 642, 835]
- labour-seats: ΟΙ ΕΡΓΑΤΙΚΟΙ ΜΟΝΟΝ 45: [1067, 1164, 1197, 1176]
- rule: [653, 1049, 1023, 1052]
- section-heading: ΜΟΜΦΗ ΚΑΤΑ ΒΟΥΛΕΥΤΟΥ: [263, 1635, 400, 1646]
- omogeneis-headline-block: [1031, 51, 1544, 167]
- section-heading: ΥΠΟΓΕΙΟΣ ΑΜΕΡΙΚΑΝΙΚΗ: [422, 910, 553, 922]
- rule: [653, 715, 1023, 718]
- article-text: ΟΥΑΣΙΓΚΤΩΝ, 14. (Ἀσ. Πρές). – Ὁ Πρόεδρος Τζόνσον διώρισε νέον πρεσβευτὴν εἰς Τζακάρταν τὸν κ. Μάρσαλ Γκρῖν, διπλωμάτην καριέρας.: [441, 1778, 642, 1814]
- kosygin-article-col-a: [29, 235, 225, 755]
- rule: [653, 872, 1023, 875]
- isik-subhead: Ο Κ. ΙΣΙΚ ΣΥΝΕΣΤΗΣΕΝ ΕΙΣ ΤΟΝ ΤΥΠΟΝ ΝΑ ΣΤΑΜΑΤΗΣΗ ΤΗΝ ΕΠΙΘΕΣΙΝ ΤΟΥ: [1055, 172, 1519, 211]
- article-text: ΚΑΪΡΟΝ, 14. (Ρώυτερ). – Ἰάπωνες ἀστυνομικοὶ συνεργάζονται μετὰ τῶν αἰγυπτιακῶν ἀρχῶν διὰ τὴν ἐξάρθρωσιν σπείρας λαθρεμπόρων ναρκωτικῶν.: [441, 1682, 642, 1730]
- section-heading: Η ΤΟΥΡΚΙΚΗ ΘΕΣΙΣ: [1237, 423, 1337, 435]
- rule: [29, 1274, 1019, 1277]
- section-heading: ΤΟ ΠΕΚΙΝΟΝ ΔΕΝ ΣΥΜΜΕΡΙΖΕΤΑΙ: [454, 323, 625, 335]
- article-text: ΟΥΑΣΙΓΚΤΩΝ, 14. (Ἀσ. Πρές). – Ἡ διαστημικὴ συσκευὴ «Μάρινερ 4» συνεχίζει τὴν πορείαν της πρὸς τὸν πλανήτην Ἄρη. Ἡ ΝΑΣΑ ἀνεκοίνωσεν ὅτι τὸ διαστημόπλοιον εὑρίσκεται εἰς ἀπόστασιν 400.000.000 χιλιομέτρων ἀπὸ τὴν Γῆν καὶ θὰ πλησιάσῃ τὸν πλανήτην τὸν Ἰούλιον.: [655, 764, 1022, 812]
- isik-article-c: [1376, 229, 1544, 979]
